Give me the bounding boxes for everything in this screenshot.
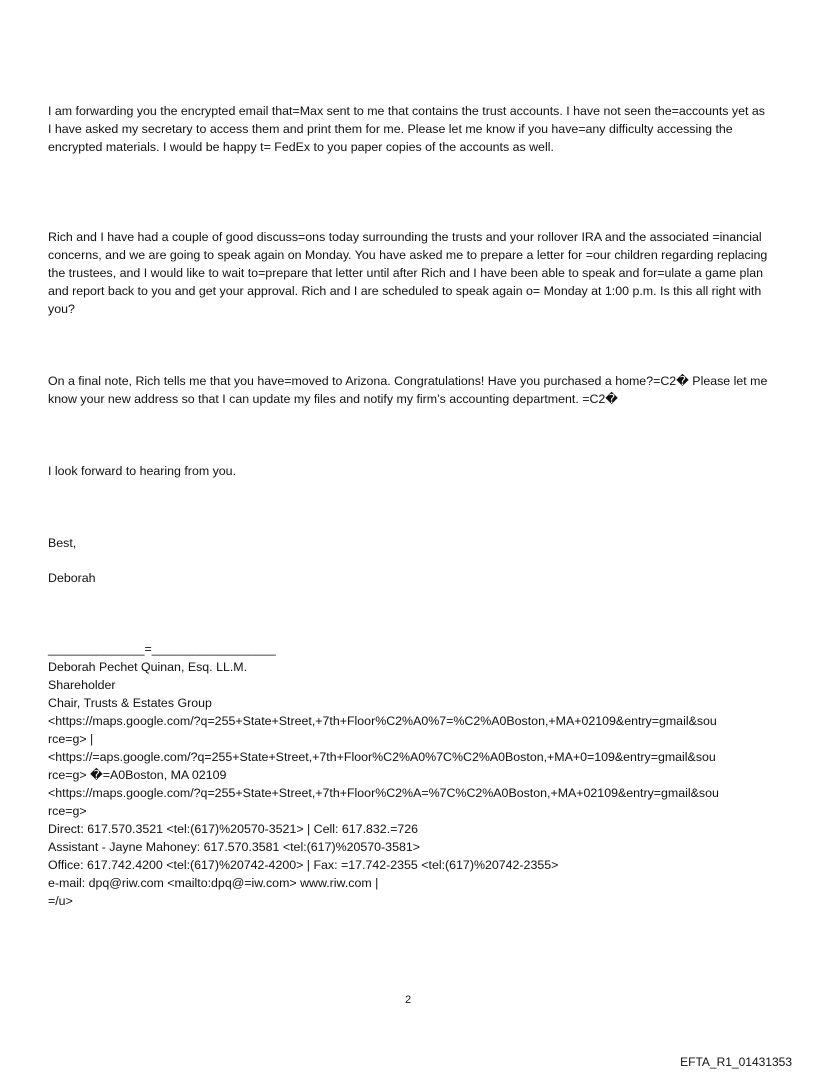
signature-group: Chair, Trusts & Estates Group [48, 696, 212, 710]
signature-title: Shareholder [48, 678, 116, 692]
page-number: 2 [404, 994, 412, 1006]
paragraph-forwarding: I am forwarding you the encrypted email that=Max sent to me that contains the trust accounts. I have not seen the=accounts yet as I have asked my secretary to access them and print them for me. Please let me know if you have=any difficulty accessing the encrypted materials. I would be happy t= FedEx to you paper copies of the accounts as well. [48, 104, 765, 154]
paragraph-look-forward: I look forward to hearing from you. [48, 464, 237, 478]
email-signature [48, 640, 788, 910]
paragraph-final-note: On a final note, Rich tells me that you have=moved to Arizona. Congratulations! Have you purchased a home?=C2� Please let me know your new address so that I can update my files and notify my firm’s accounting department. =C2� [48, 374, 768, 406]
signature-office-phone: Office: 617.742.4200 <tel:(617)%20742-4200> | Fax: =17.742-2355 <tel:(617)%20742-2355> [48, 858, 559, 872]
signature-separator: ______________=__________________ [48, 642, 276, 656]
signature-map-link-1[interactable]: <https://maps.google.com/?q=255+State+Street,+7th+Floor%C2%A0%7=%C2%A0Boston,+MA+02109&entry=gmail&sou [48, 714, 717, 728]
signature-email[interactable]: e-mail: dpq@riw.com <mailto:dpq@=iw.com> www.riw.com | [48, 876, 379, 890]
signature-address: rce=g> �=A0Boston, MA 02109 [48, 768, 227, 782]
paragraph-discussions: Rich and I have had a couple of good discuss=ons today surrounding the trusts and your rollover IRA and the associated =inancial concerns, and we are going to speak again on Monday. You have asked me to prepare a letter for =our children regarding replacing the trustees, and I would like to wait to=prepare that letter until after Rich and I have been able to speak and for=ulate a game plan and report back to you and get your approval. Rich and I are scheduled to speak again o= Monday at 1:00 p.m. Is this all right with you? [48, 230, 768, 316]
signature-map-link-3-cont: rce=g> [48, 804, 87, 818]
signature-map-link-1-cont: rce=g> | [48, 732, 94, 746]
signature-map-link-2[interactable]: <https://=aps.google.com/?q=255+State+Street,+7th+Floor%C2%A0%7C%C2%A0Boston,+MA+0=109&entry=gmail&sou [48, 750, 716, 764]
signature-direct-phone: Direct: 617.570.3521 <tel:(617)%20570-3521> | Cell: 617.832.=726 [48, 822, 419, 836]
closing-best: Best, [48, 536, 77, 550]
signature-name: Deborah Pechet Quinan, Esq. LL.M. [48, 660, 248, 674]
document-id: EFTA_R1_01431353 [680, 1055, 792, 1069]
signature-end: =/u> [48, 894, 73, 908]
signature-assistant-phone: Assistant - Jayne Mahoney: 617.570.3581 <tel:(617)%20570-3581> [48, 840, 420, 854]
signature-map-link-3[interactable]: <https://maps.google.com/?q=255+State+Street,+7th+Floor%C2%A=%7C%C2%A0Boston,+MA+02109&entry=gmail&sou [48, 786, 719, 800]
sender-name: Deborah [48, 571, 96, 585]
